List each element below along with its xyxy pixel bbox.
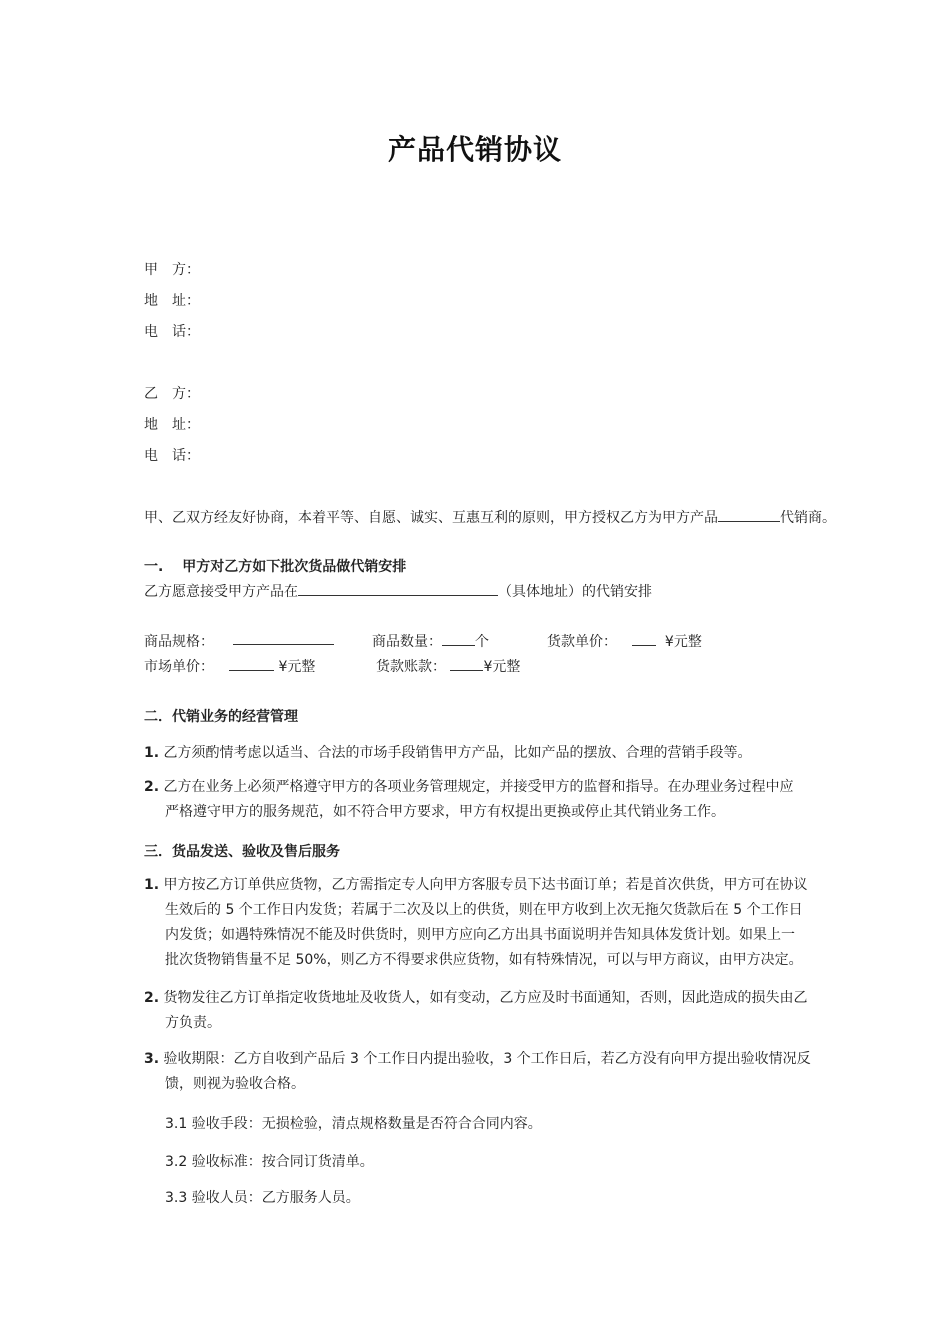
item-text-line-2: 严格遵守甲方的服务规范，如不符合甲方要求，甲方有权提出更换或停止其代销业务工作。	[165, 804, 725, 820]
section-2-item-2	[144, 775, 824, 825]
party-a-name-label: 甲 方：	[144, 262, 200, 278]
item-number: 2.	[144, 990, 160, 1006]
item-text-line-1: 验收期限：乙方自收到产品后 3 个工作日内提出验收，3 个工作日后，若乙方没有向甲方提出验收情况反	[159, 1051, 811, 1067]
intro-text-after: 代销商。	[780, 510, 836, 526]
party-b-address-label: 地 址：	[144, 417, 200, 433]
section-2-heading: 二．代销业务的经营管理	[144, 709, 298, 725]
section-3-item-3	[144, 1047, 824, 1097]
market-price-blank[interactable]	[229, 658, 274, 671]
section-3-item-1	[144, 873, 824, 973]
document-title: 产品代销协议	[387, 133, 562, 166]
item-text-line-1: 乙方在业务上必须严格遵守甲方的各项业务管理规定，并接受甲方的监督和指导。在办理业务过程中应	[159, 779, 794, 795]
item-text-line-2: 馈，则视为验收合格。	[165, 1076, 305, 1092]
item-number: 1.	[144, 745, 160, 761]
spec-label: 商品规格：	[144, 634, 214, 650]
section-3-sub-2: 3.2 验收标准：按合同订货清单。	[165, 1154, 374, 1170]
item-text-line-1: 货物发往乙方订单指定收货地址及收货人，如有变动，乙方应及时书面通知，否则，因此造成的损失由乙	[159, 990, 808, 1006]
location-text-before: 乙方愿意接受甲方产品在	[144, 584, 298, 600]
payment-label: 货款账款：	[376, 659, 446, 675]
intro-paragraph	[144, 507, 836, 527]
item-number: 3.	[144, 1051, 160, 1067]
party-b-phone-label: 电 话：	[144, 448, 200, 464]
qty-field	[372, 631, 489, 651]
item-text-line-1: 甲方按乙方订单供应货物，乙方需指定专人向甲方客服专员下达书面订单；若是首次供货，甲方可在协议	[159, 877, 808, 893]
party-a-address-label: 地 址：	[144, 293, 200, 309]
product-blank[interactable]	[718, 509, 780, 522]
intro-text-before: 甲、乙双方经友好协商，本着平等、自愿、诚实、互惠互利的原则，甲方授权乙方为甲方产品	[144, 510, 718, 526]
qty-label: 商品数量：	[372, 634, 442, 650]
section-3-item-2	[144, 986, 824, 1036]
location-text-after: （具体地址）的代销安排	[498, 584, 652, 600]
section-1-heading: 一. 甲方对乙方如下批次货品做代销安排	[144, 559, 407, 575]
item-text-line-2: 方负责。	[165, 1015, 221, 1031]
item-number: 2.	[144, 779, 160, 795]
section-3-sub-1: 3.1 验收手段：无损检验，清点规格数量是否符合合同内容。	[165, 1116, 542, 1132]
market-price-unit: ¥元整	[278, 659, 316, 675]
unit-price-unit: ¥元整	[664, 634, 702, 650]
unit-price-field	[632, 631, 702, 651]
payment-blank[interactable]	[450, 658, 483, 671]
qty-unit: 个	[475, 634, 489, 650]
location-blank[interactable]	[298, 583, 498, 596]
section-1-location-line	[144, 581, 652, 601]
payment-unit: ¥元整	[483, 659, 521, 675]
market-price-label: 市场单价：	[144, 659, 214, 675]
party-b-name-label: 乙 方：	[144, 386, 200, 402]
item-text-line-4: 批次货物销售量不足 50%，则乙方不得要求供应货物，如有特殊情况，可以与甲方商议，由甲方决定。	[165, 952, 803, 968]
spec-blank[interactable]	[233, 632, 334, 645]
party-a-phone-label: 电 话：	[144, 324, 200, 340]
section-3-heading: 三．货品发送、验收及售后服务	[144, 844, 340, 860]
unit-price-label: 货款单价：	[547, 634, 617, 650]
item-text: 乙方须酌情考虑以适当、合法的市场手段销售甲方产品，比如产品的摆放、合理的营销手段等。	[159, 745, 752, 761]
market-price-field	[229, 656, 315, 676]
item-number: 1.	[144, 877, 160, 893]
section-2-item-1	[144, 742, 752, 762]
payment-field	[376, 656, 520, 676]
section-3-sub-3: 3.3 验收人员：乙方服务人员。	[165, 1190, 360, 1206]
qty-blank[interactable]	[442, 633, 475, 646]
item-text-line-3: 内发货；如遇特殊情况不能及时供货时，则甲方应向乙方出具书面说明并告知具体发货计划。如果上一	[165, 927, 795, 943]
item-text-line-2: 生效后的 5 个工作日内发货；若属于二次及以上的供货，则在甲方收到上次无拖欠货款后在 5 个工作日	[165, 902, 803, 918]
unit-price-blank[interactable]	[632, 633, 656, 646]
